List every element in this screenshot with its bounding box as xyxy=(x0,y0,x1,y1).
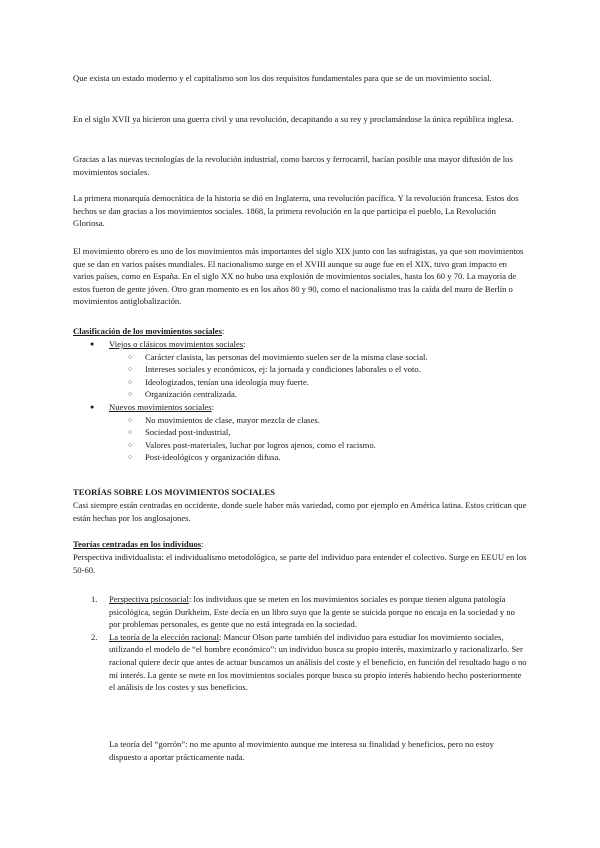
circle-bullet-icon: ○ xyxy=(128,428,133,437)
paragraph-gorron-theory: La teoría del “gorrón”: no me apunto al movimiento aunque me interesa su finalidad y beneficios, pero no estoy dispuesto a aportar prácticamente nada. xyxy=(109,739,494,762)
list-item-label: Nuevos movimientos sociales xyxy=(109,401,212,412)
theories-numbered-list xyxy=(73,593,528,694)
list-item xyxy=(109,414,528,427)
list-number: 2. xyxy=(91,631,98,642)
paragraph-requisites: Que exista un estado moderno y el capitalismo son los dos requisitos fundamentales para que se de un movimiento social. xyxy=(73,73,492,83)
circle-bullet-icon: ○ xyxy=(128,440,133,449)
list-item-text: Organización centralizada. xyxy=(145,389,237,400)
list-item-psychosocial xyxy=(73,593,528,631)
list-item xyxy=(109,376,528,389)
paragraph-workers-movement: El movimiento obrero es uno de los movimientos más importantes del siglo XIX junto con las sufragistas, ya que son movimientos que se dan en varios países mundiales. El nacionalismo surge en el XVIII aunque su auge fue en el XIX, tuvo gran impacto en varios países, como en España. En el siglo XX no hubo una explosión de movimientos sociales, hasta los 60 y 70. La mayoría de estos fueron de gente jóven. Otro gran momento es en los años 80 y 90, como el nacionalismo tras la caída del muro de Berlín o movimientos antiglobalización. xyxy=(73,246,524,307)
circle-bullet-icon: ○ xyxy=(128,352,133,361)
list-item xyxy=(109,439,528,452)
circle-bullet-icon: ○ xyxy=(128,453,133,462)
sublist-old-movements xyxy=(109,351,528,401)
list-item-text: : Mancur Olson parte también del individuo para estudiar los movimiento sociales, utilizando el modelo de “el hombre económico”: un individuo busca su propio interés, maximizarlo y racionalizarlo. Ser racional quiere decir que antes de actuar buscamos un análisis del coste y el beneficio, en función del resultado hago o no mi interés. La gente se mete en los movimientos sociales porque busca su propio interés habiendo hecho posteriormente el análisis de los costes y sus beneficios. xyxy=(109,631,527,693)
circle-bullet-icon: ○ xyxy=(128,390,133,399)
paragraph-theories-intro: Casi siempre están centradas en occidente, donde suele haber más variedad, como por ejemplo en América latina. Estos critican que están hechas por los anglosajones. xyxy=(73,500,527,523)
list-item-rational-choice xyxy=(73,631,528,694)
list-item xyxy=(109,388,528,401)
list-item-term: Perspectiva psicosocial xyxy=(109,594,189,604)
list-number: 1. xyxy=(91,594,98,604)
list-item-text: : los individuos que se meten en los movimientos sociales es porque tienen alguna patología psicológica, según Durkheim. Este decía en un libro suyo que la gente se suicida porque no encaja en la sociedad y no por problemas personales, es gente que no está integrada en la sociedad. xyxy=(109,594,515,630)
paragraph-english-revolution: En el siglo XVII ya hicieron una guerra civil y una revolución, decapitando a su rey y proclamándose la única república inglesa. xyxy=(73,114,514,124)
classification-list xyxy=(73,338,528,464)
section-title-theories: TEORÍAS SOBRE LOS MOVIMIENTOS SOCIALES xyxy=(73,487,275,497)
circle-bullet-icon: ○ xyxy=(128,377,133,386)
classification-heading-text: Clasificación de los movimientos sociales xyxy=(73,326,222,336)
individual-theories-heading-colon: : xyxy=(201,539,204,549)
bullet-icon: ● xyxy=(90,402,95,411)
list-item-text: Ideologizados, tenían una ideología muy fuerte. xyxy=(145,376,309,387)
list-item-label: Viejos o clásicos movimientos sociales xyxy=(109,339,244,349)
list-item xyxy=(109,363,528,376)
list-item-text: No movimientos de clase, mayor mezcla de clases. xyxy=(145,414,320,425)
circle-bullet-icon: ○ xyxy=(128,365,133,374)
list-item xyxy=(109,451,528,464)
classification-heading xyxy=(73,325,528,338)
list-item-text: Carácter clasista, las personas del movimiento suelen ser de la misma clase social. xyxy=(145,351,428,362)
list-item xyxy=(109,351,528,364)
classification-heading-colon: : xyxy=(221,326,225,336)
list-item-old-movements: ● Viejos o clásicos movimientos sociales: ○ Carácter clasista, las personas del movimiento suelen ser de la misma clase social. ○ Intereses sociales y económicos, ej: la jornada y condiciones laborales o el voto. ○ Ideologizados, tenían una ideología muy fuerte. ○ Organización centralizada. xyxy=(73,338,528,401)
paragraph-democratic-monarchy: La primera monarquía democrática de la historia se dió en Inglaterra, una revolución pacífica. Y la revolución francesa. Estos dos hechos se dan gracias a los movimientos sociales. 1868, la primera revolución en la que participa el pueblo, La Revolución Gloriosa. xyxy=(73,193,519,229)
individual-theories-heading xyxy=(73,538,528,551)
list-item-text: Valores post-materiales, luchar por logros ajenos, como el racismo. xyxy=(145,439,376,450)
individual-theories-heading-text: Teorías centradas en los individuos xyxy=(73,539,202,549)
paragraph-industrial-revolution: Gracias a las nuevas tecnologías de la revolución industrial, como barcos y ferrocarril, hacían posible una mayor difusión de los movimientos sociales. xyxy=(73,154,513,177)
list-item-text: Intereses sociales y económicos, ej: la jornada y condiciones laborales o el voto. xyxy=(145,364,421,375)
list-item xyxy=(109,426,528,439)
circle-bullet-icon: ○ xyxy=(128,415,133,424)
list-item-new-movements: ● Nuevos movimientos sociales: ○ No movimientos de clase, mayor mezcla de clases. ○ Sociedad post-industrial, ○ Valores post-materiales, luchar por logros ajenos, como el racismo. ○ Post-ideológicos y organización difusa. xyxy=(73,401,528,464)
paragraph-individualist-perspective: Perspectiva individualista: el individualismo metodológico, se parte del individuo para entender el colectivo. Surge en EEUU en los 50-60. xyxy=(73,552,527,575)
list-item-text: Sociedad post-industrial, xyxy=(145,427,231,438)
sublist-new-movements xyxy=(109,414,528,464)
bullet-icon: ● xyxy=(90,340,95,348)
list-item-term: La teoría de la elección racional xyxy=(109,631,219,642)
list-item-text: Post-ideológicos y organización difusa. xyxy=(145,452,281,463)
